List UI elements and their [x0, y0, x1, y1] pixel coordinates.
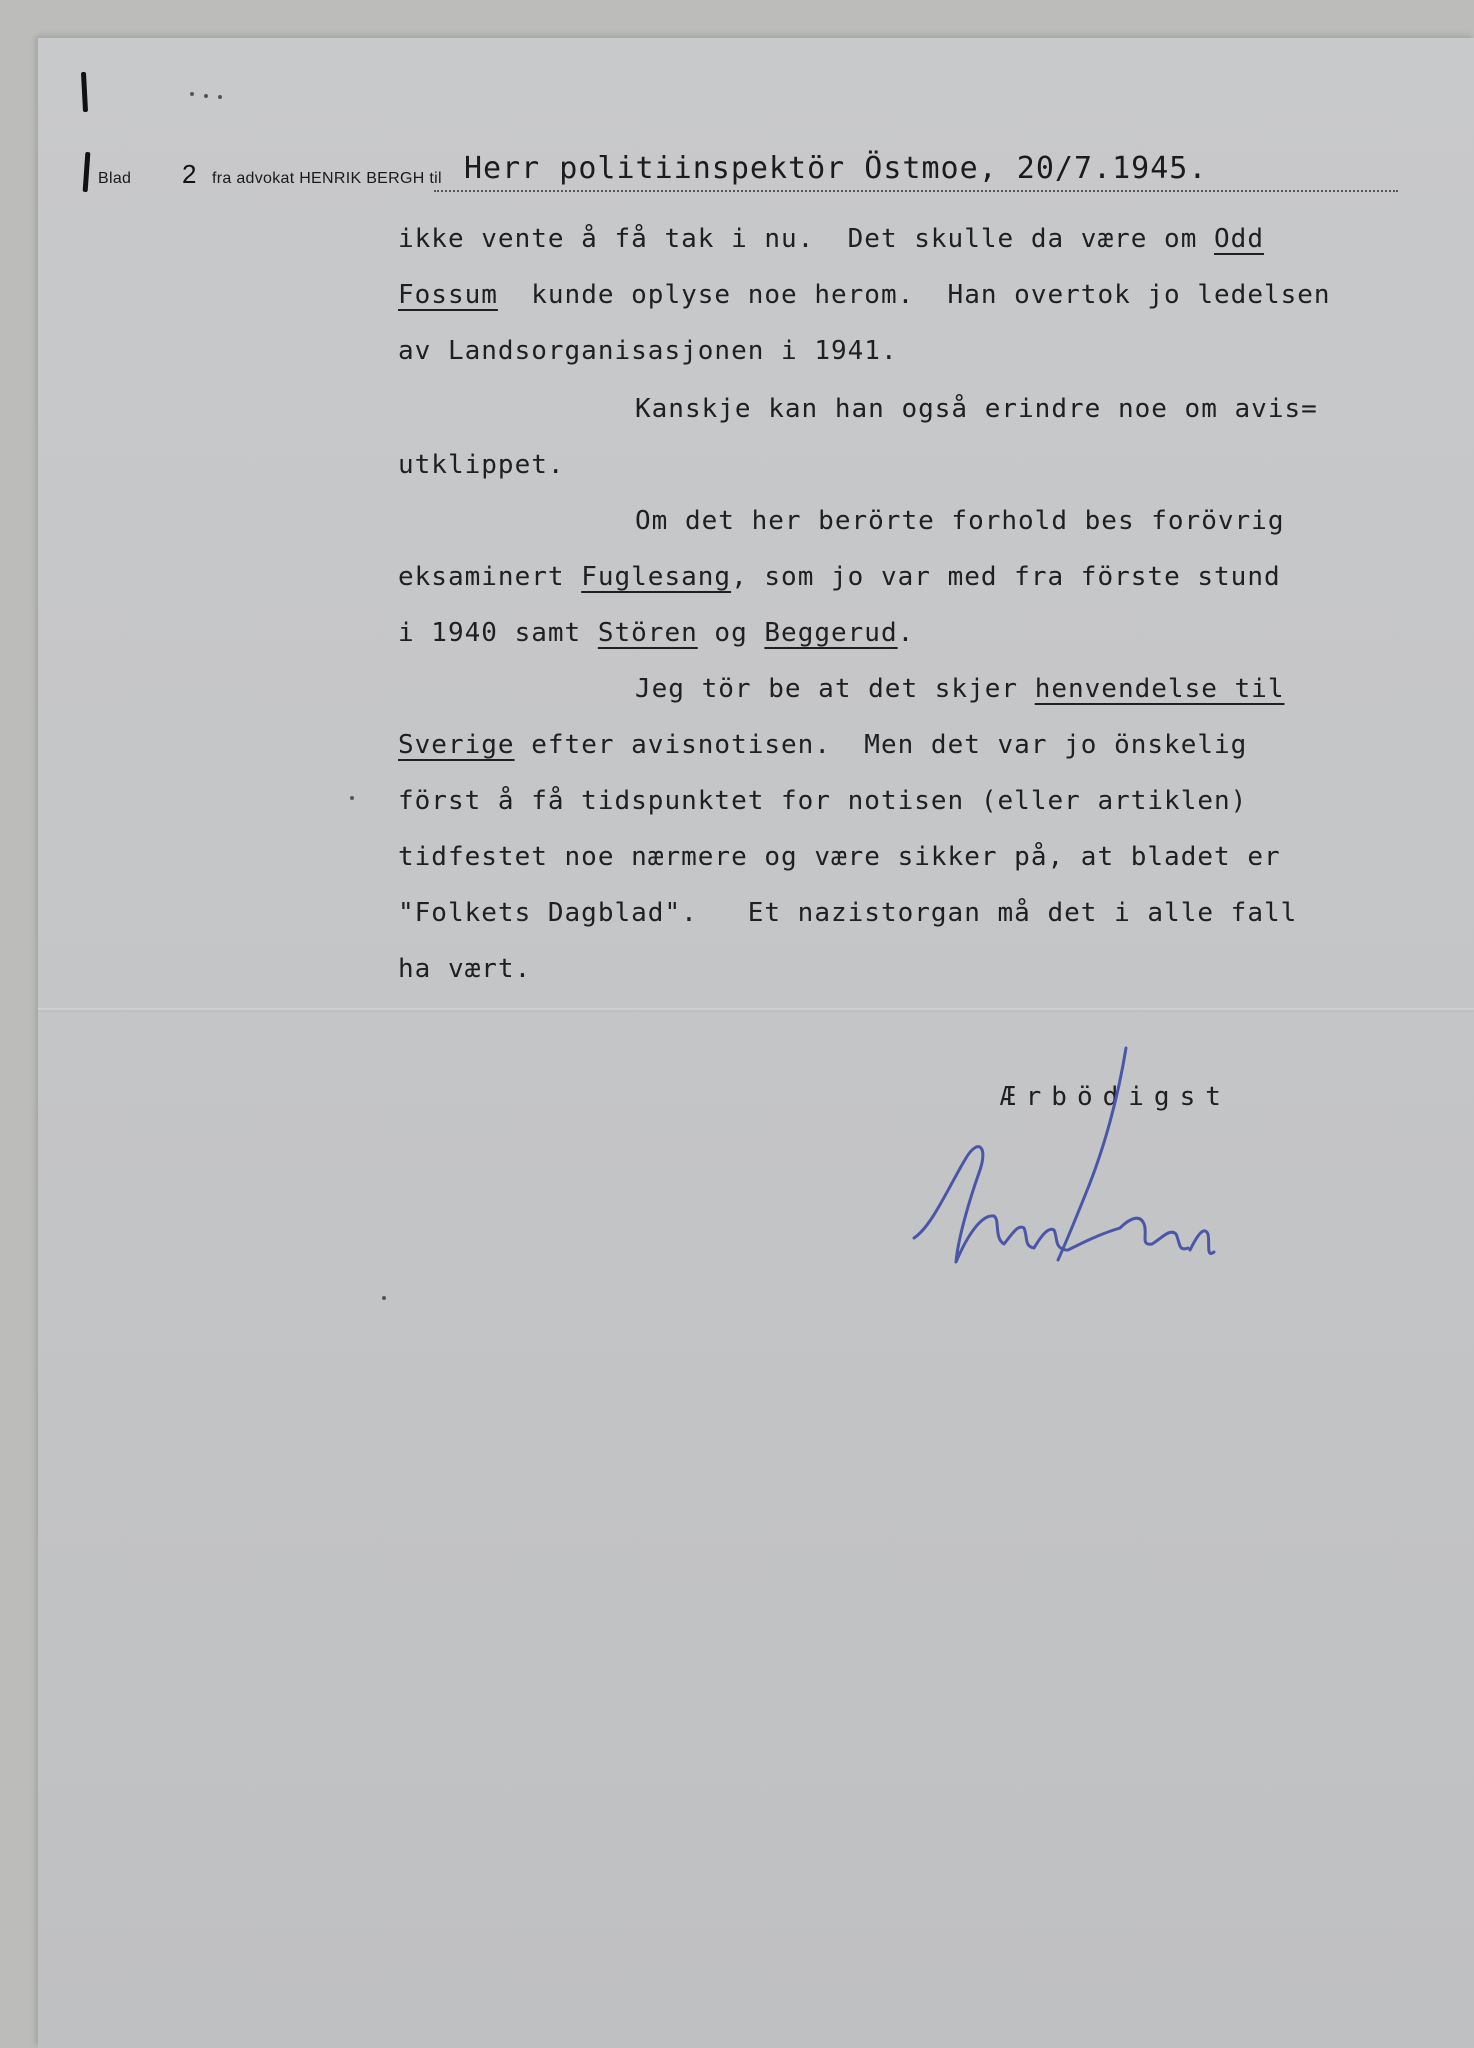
text-line: "Folkets Dagblad". Et nazistorgan må det i alle fall	[398, 898, 1298, 928]
text-span: eksaminert	[398, 562, 582, 592]
letter-page	[38, 38, 1474, 2048]
text-line: Kanskje kan han også erindre noe om avis=	[635, 394, 1318, 424]
text-line	[398, 562, 1281, 592]
text-line: först å få tidspunktet for notisen (eller artiklen)	[398, 786, 1248, 816]
text-line	[398, 730, 1247, 760]
recipient-dotted-line	[434, 190, 1398, 192]
margin-marks	[80, 58, 88, 198]
text-span: , som jo var med fra förste stund	[731, 562, 1281, 592]
underlined-phrase: henvendelse til	[1034, 674, 1285, 704]
text-line: ha vært.	[398, 954, 532, 984]
underlined-name: Fuglesang	[581, 562, 732, 592]
margin-mark	[81, 72, 88, 112]
paper-speck	[350, 796, 354, 800]
text-span: Jeg tör be at det skjer	[635, 674, 1035, 704]
text-line	[398, 280, 1331, 310]
signature-stroke	[1120, 1218, 1188, 1249]
underlined-name: Fossum	[398, 280, 498, 310]
text-span: efter avisnotisen. Men det var jo önskelig	[514, 730, 1248, 760]
page-number: 2	[182, 159, 197, 189]
signature-stroke	[914, 1147, 1066, 1262]
text-line: Om det her berörte forhold bes forövrig	[635, 506, 1285, 536]
text-span: ikke vente å få tak i nu. Det skulle da være om	[398, 224, 1215, 254]
text-line: av Landsorganisasjonen i 1941.	[398, 336, 898, 366]
paper-speck	[382, 1296, 386, 1300]
text-span: .	[897, 618, 915, 648]
underlined-name: Sverige	[398, 730, 515, 760]
text-span: i 1940 samt	[398, 618, 598, 648]
paper-speck	[204, 94, 208, 98]
underlined-name: Odd	[1214, 224, 1264, 254]
closing-salutation: Ærbödigst	[1000, 1082, 1231, 1112]
signature-stroke	[1068, 1228, 1120, 1250]
text-line: tidfestet noe nærmere og være sikker på, at bladet er	[398, 842, 1281, 872]
text-line	[398, 224, 1264, 254]
sender-label: fra advokat HENRIK BERGH til	[212, 170, 442, 187]
signature-stroke	[1190, 1231, 1214, 1254]
recipient: Herr politiinspektör Östmoe, 20/7.1945.	[464, 151, 1208, 186]
text-span: og	[697, 618, 765, 648]
text-line: utklippet.	[398, 450, 565, 480]
text-line	[635, 674, 1285, 704]
underlined-name: Stören	[597, 618, 698, 648]
handwritten-signature	[908, 1038, 1348, 1298]
letterhead	[98, 134, 1398, 194]
paper-fold	[38, 1008, 1474, 1012]
paper-speck	[218, 95, 222, 99]
margin-mark	[83, 152, 91, 192]
blad-label: Blad	[98, 170, 132, 187]
text-span: kunde oplyse noe herom. Han overtok jo ledelsen	[497, 280, 1331, 310]
paper-speck	[190, 92, 194, 96]
text-line	[398, 618, 914, 648]
underlined-name: Beggerud	[764, 618, 898, 648]
